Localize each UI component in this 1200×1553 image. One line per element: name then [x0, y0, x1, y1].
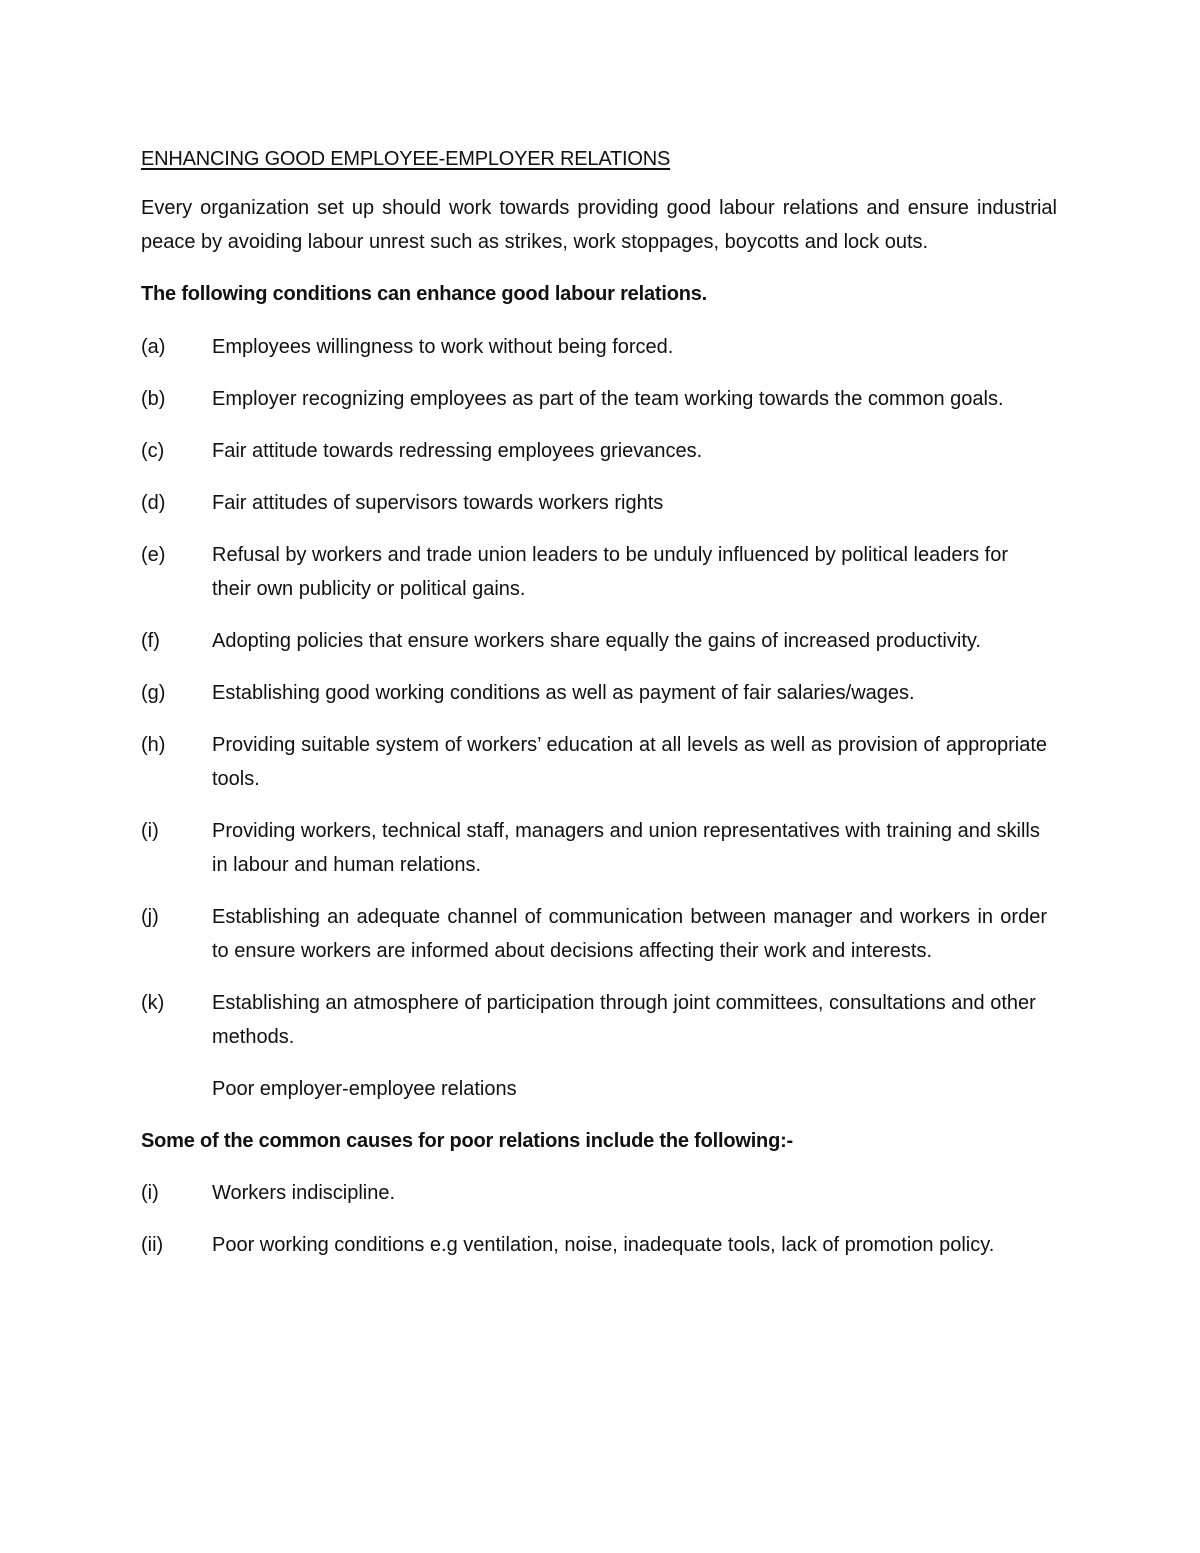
list-item-text: Fair attitude towards redressing employees grievances. — [212, 440, 703, 462]
causes-list — [141, 1176, 1057, 1262]
list-item — [141, 538, 1057, 606]
list-item-text: Establishing good working conditions as well as payment of fair salaries/wages. — [212, 682, 915, 704]
document-body — [141, 145, 1057, 1280]
list-item-marker: (ii) — [141, 1234, 164, 1256]
list-item-text: Providing suitable system of workers’ education at all levels as well as provision of appropriate tools. — [212, 734, 1047, 790]
list-item-marker: (k) — [141, 992, 165, 1014]
list-item — [141, 986, 1057, 1054]
list-item-text: Employer recognizing employees as part of the team working towards the common goals. — [212, 388, 1004, 410]
list-item-wrap — [141, 382, 1057, 416]
list-item-marker: (j) — [141, 906, 159, 928]
conditions-list — [141, 330, 1057, 1054]
causes-heading: Some of the common causes for poor relations include the following:- — [141, 1130, 794, 1152]
list-item-marker: (d) — [141, 492, 166, 514]
list-item-text: Establishing an adequate channel of communication between manager and workers in order to ensure workers are informed about decisions affecting their work and interests. — [212, 906, 1047, 962]
list-item — [141, 330, 1057, 364]
list-item — [141, 728, 1057, 796]
list-item-marker: (b) — [141, 388, 166, 410]
list-item-marker: (i) — [141, 820, 159, 842]
list-item-text: Poor working conditions e.g ventilation, noise, inadequate tools, lack of promotion policy. — [212, 1234, 995, 1256]
list-item — [141, 814, 1057, 882]
list-item-text: Providing workers, technical staff, managers and union representatives with training and skills in labour and human relations. — [212, 820, 1040, 876]
list-item-text: Employees willingness to work without being forced. — [212, 336, 674, 358]
list-item-marker: (a) — [141, 336, 166, 358]
list-item — [141, 1228, 1057, 1262]
list-item — [141, 676, 1057, 710]
list-item-text: Refusal by workers and trade union leaders to be unduly influenced by political leaders for their own publicity or political gains. — [212, 544, 1009, 600]
list-item-text: Workers indiscipline. — [212, 1182, 396, 1204]
intro-paragraph: Every organization set up should work towards providing good labour relations and ensure industrial peace by avoiding labour unrest such as strikes, work stoppages, boycotts and lock outs. — [141, 197, 1057, 253]
list-item — [141, 624, 1057, 658]
list-item — [141, 486, 1057, 520]
list-item-marker: (c) — [141, 440, 165, 462]
list-item-marker: (e) — [141, 544, 166, 566]
list-item-marker: (f) — [141, 630, 160, 652]
conditions-heading: The following conditions can enhance good labour relations. — [141, 283, 708, 305]
list-item-marker: (i) — [141, 1182, 159, 1204]
poor-relations-heading: Poor employer-employee relations — [212, 1078, 517, 1100]
list-item-marker: (h) — [141, 734, 166, 756]
list-item-marker: (g) — [141, 682, 166, 704]
list-item — [141, 900, 1057, 968]
document-title: ENHANCING GOOD EMPLOYEE-EMPLOYER RELATIONS — [141, 148, 671, 170]
list-item-text: Establishing an atmosphere of participation through joint committees, consultations and other methods. — [212, 992, 1036, 1048]
list-item — [141, 1176, 1057, 1210]
list-item — [141, 382, 1057, 416]
list-item — [141, 434, 1057, 468]
list-item-text: Adopting policies that ensure workers share equally the gains of increased productivity. — [212, 630, 981, 652]
list-item-text: Fair attitudes of supervisors towards workers rights — [212, 492, 664, 514]
